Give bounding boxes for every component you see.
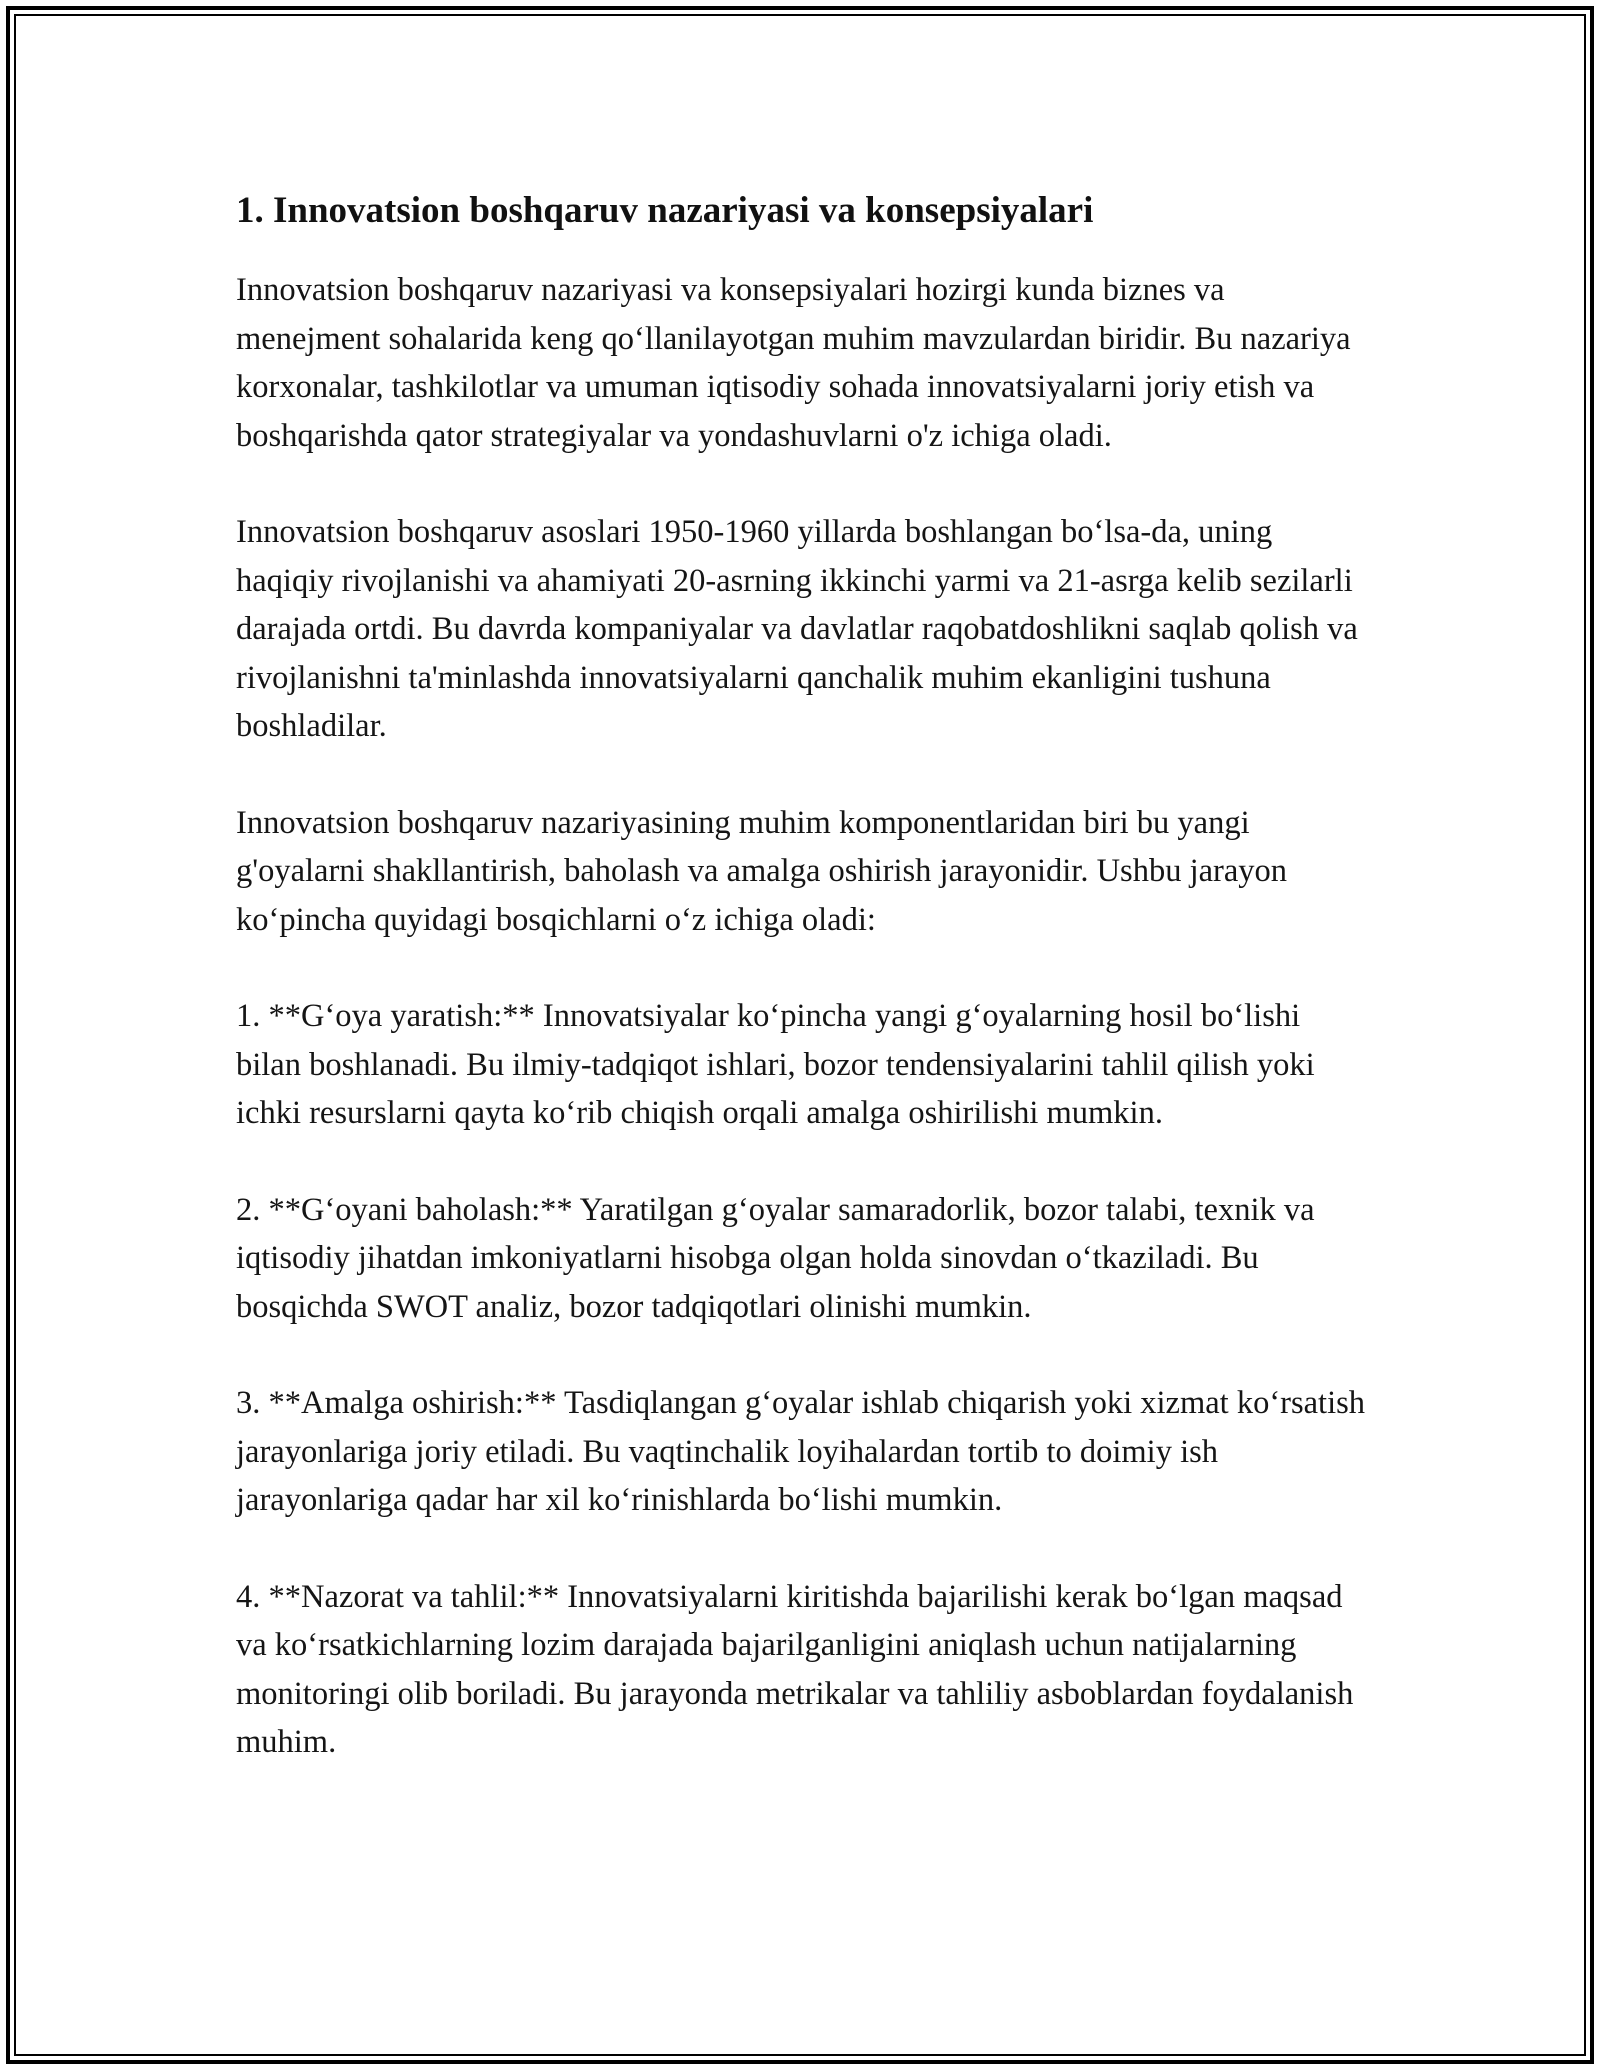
paragraph-process: Innovatsion boshqaruv nazariyasining muhim komponentlaridan biri bu yangi g'oyalarni shakllantirish, baholash va amalga oshirish jarayonidir. Ushbu jarayon ko‘pincha quyidagi bosqichlarni o‘z ichiga oladi:	[236, 804, 1288, 938]
list-item-idea-evaluation: 2. **G‘oyani baholash:** Yaratilgan g‘oyalar samaradorlik, bozor talabi, texnik va iqtisodiy jihatdan imkoniyatlarni hisobga olgan holda sinovdan o‘tkaziladi. Bu bosqichda SWOT analiz, bozor tadqiqotlari olinishi mumkin.	[236, 1191, 1315, 1325]
section-heading: 1. Innovatsion boshqaruv nazariyasi va konsepsiyalari	[236, 190, 1094, 231]
paragraph-history: Innovatsion boshqaruv asoslari 1950-1960 yillarda boshlangan bo‘lsa-da, uning haqiqiy rivojlanishi va ahamiyati 20-asrning ikkinchi yarmi va 21-asrga kelib sezilarli darajada ortdi. Bu davrda kompaniyalar va davlatlar raqobatdoshlikni saqlab qolish va rivojlanishni ta'minlashda innovatsiyalarni qanchalik muhim ekanligini tushuna boshladilar.	[236, 514, 1358, 744]
document-body	[236, 188, 1371, 1767]
paragraph-intro: Innovatsion boshqaruv nazariyasi va konsepsiyalari hozirgi kunda biznes va menejment sohalarida keng qo‘llanilayotgan muhim mavzulardan biridir. Bu nazariya korxonalar, tashkilotlar va umuman iqtisodiy sohada innovatsiyalarni joriy etish va boshqarishda qator strategiyalar va yondashuvlarni o'z ichiga oladi.	[236, 272, 1351, 454]
list-item-idea-generation: 1. **G‘oya yaratish:** Innovatsiyalar ko‘pincha yangi g‘oyalarning hosil bo‘lishi bilan boshlanadi. Bu ilmiy-tadqiqot ishlari, bozor tendensiyalarini tahlil qilish yoki ichki resurslarni qayta ko‘rib chiqish orqali amalga oshirilishi mumkin.	[236, 998, 1315, 1131]
list-item-implementation: 3. **Amalga oshirish:** Tasdiqlangan g‘oyalar ishlab chiqarish yoki xizmat ko‘rsatish jarayonlariga joriy etiladi. Bu vaqtinchalik loyihalardan tortib to doimiy ish jarayonlariga qadar har xil ko‘rinishlarda bo‘lishi mumkin.	[236, 1385, 1365, 1518]
list-item-control-analysis: 4. **Nazorat va tahlil:** Innovatsiyalarni kiritishda bajarilishi kerak bo‘lgan maqsad va ko‘rsatkichlarning lozim darajada bajarilganligini aniqlash uchun natijalarning monitoringi olib boriladi. Bu jarayonda metrikalar va tahliliy asboblardan foydalanish muhim.	[236, 1578, 1354, 1760]
